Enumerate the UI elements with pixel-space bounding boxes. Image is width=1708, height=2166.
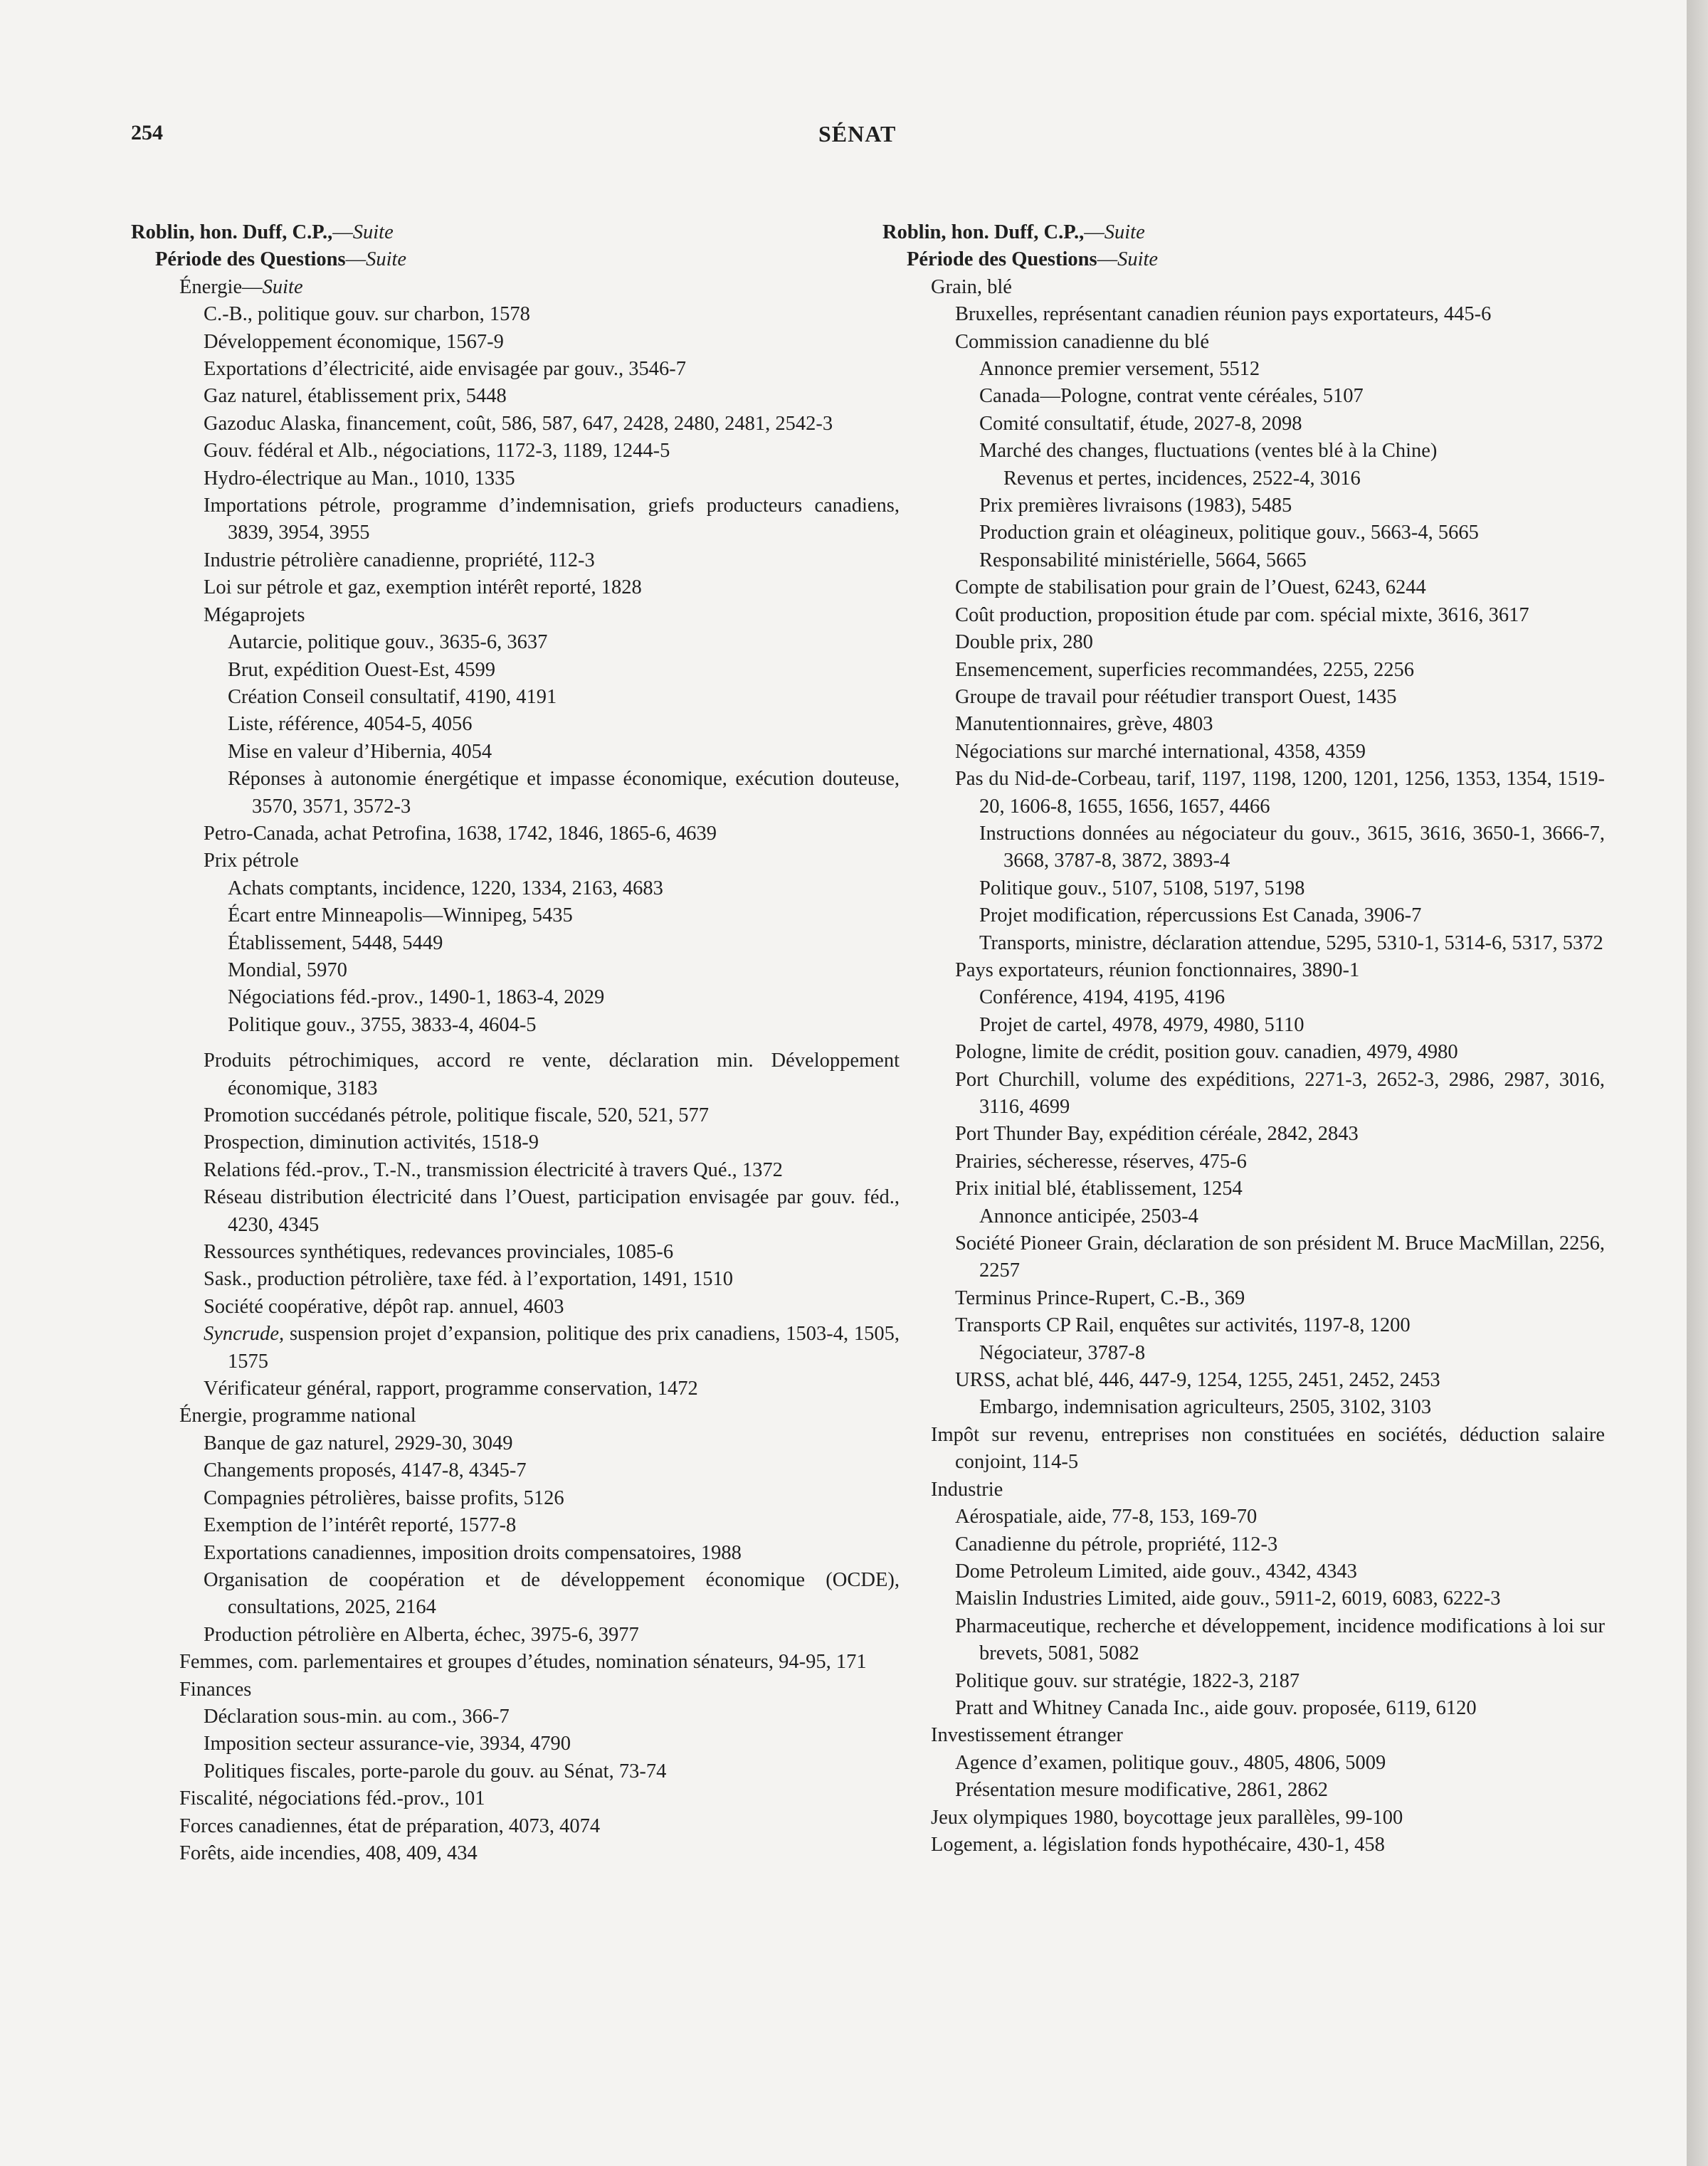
index-entry [882,984,1605,1011]
index-entry-text: Embargo, indemnisation agriculteurs, 2505, 3102, 3103 [979,1396,1432,1419]
index-entry [131,1457,900,1484]
index-entry-text: Importations pétrole, programme d’indemnisation, griefs producteurs canadiens, 3839, 3954, 3955 [204,495,900,544]
index-entry [131,739,900,766]
index-entry [131,1703,900,1731]
index-entry-text: Revenus et pertes, incidences, 2522-4, 3016 [1003,467,1361,490]
index-entry-text: Mégaprojets [204,603,305,626]
index-entry-text: Coût production, proposition étude par com. spécial mixte, 3616, 3617 [955,603,1529,626]
index-entry-text: Déclaration sous-min. au com., 366-7 [204,1705,510,1728]
index-entry-text: Réponses à autonomie énergétique et impasse économique, exécution douteuse, 3570, 3571, 3572-3 [228,768,900,818]
index-entry [131,629,900,656]
index-entry-text: Canada—Pologne, contrat vente céréales, 5107 [979,385,1364,408]
index-entry-text: Exemption de l’intérêt reporté, 1577-8 [204,1514,517,1537]
index-entry-text: Conférence, 4194, 4195, 4196 [979,986,1225,1009]
index-entry-text: Aérospatiale, aide, 77-8, 153, 169-70 [955,1506,1258,1528]
index-column-right [882,219,1605,1859]
index-entry-text: Pharmaceutique, recherche et développement, incidence modifications à loi sur brevets, 5081, 5082 [955,1615,1605,1665]
index-entry [131,1102,900,1129]
index-entry [131,301,900,328]
index-entry-text: Fiscalité, négociations féd.-prov., 101 [179,1787,485,1810]
index-entry [882,246,1605,273]
index-entry-text: Pratt and Whitney Canada Inc., aide gouv. proposée, 6119, 6120 [955,1696,1477,1719]
index-entry [882,519,1605,546]
index-entry-text: Logement, a. législation fonds hypothécaire, 430-1, 458 [931,1833,1385,1856]
index-entry [131,246,900,273]
index-entry [882,1012,1605,1039]
index-entry [882,1695,1605,1722]
index-entry-text: Port Churchill, volume des expéditions, 2271-3, 2652-3, 2986, 2987, 3016, 3116, 4699 [955,1068,1605,1118]
index-entry-text: Hydro-électrique au Man., 1010, 1335 [204,467,515,490]
index-entry [131,984,900,1011]
index-entry-text: Responsabilité ministérielle, 5664, 5665 [979,549,1307,571]
index-entry-text: Projet modification, répercussions Est Canada, 3906-7 [979,904,1422,927]
index-entry [131,1567,900,1622]
index-entry [131,957,900,984]
index-entry-text: Port Thunder Bay, expédition céréale, 2842, 2843 [955,1123,1359,1146]
index-entry-text: Femmes, com. parlementaires et groupes d’études, nomination sénateurs, 94-95, 171 [179,1651,867,1674]
page-edge [1687,0,1708,2166]
index-entry-text: Comité consultatif, étude, 2027-8, 2098 [979,412,1302,435]
index-entry-text: Prix pétrole [204,850,299,872]
index-entry-text: Sask., production pétrolière, taxe féd. à l’exportation, 1491, 1510 [204,1268,733,1291]
index-entry [131,383,900,410]
index-entry-text: Pas du Nid-de-Corbeau, tarif, 1197, 1198, 1200, 1201, 1256, 1353, 1354, 1519-20, 1606-8, 1655, 1656, 1657, 4466 [955,768,1605,818]
index-entry-suite: Suite [1117,248,1159,271]
index-entry-text: Politique gouv., 3755, 3833-4, 4604-5 [228,1013,537,1036]
index-entry-text: Maislin Industries Limited, aide gouv., 5911-2, 6019, 6083, 6222-3 [955,1587,1501,1610]
index-entry-text: Loi sur pétrole et gaz, exemption intérêt reporté, 1828 [204,576,642,599]
index-entry [882,1285,1605,1312]
index-entry [131,1512,900,1539]
index-entry [882,1722,1605,1749]
index-entry [882,1668,1605,1695]
index-entry-text: Politiques fiscales, porte-parole du gouv. au Sénat, 73-74 [204,1760,667,1782]
index-entry-text: Roblin, hon. Duff, C.P., [882,221,1085,243]
index-entry [131,1758,900,1785]
index-entry [882,1312,1605,1339]
index-entry [131,356,900,383]
index-entry-text: Commission canadienne du blé [955,330,1209,353]
index-entry-text: Prix premières livraisons (1983), 5485 [979,495,1292,517]
index-entry [131,657,900,684]
index-entry-text: Canadienne du pétrole, propriété, 112-3 [955,1533,1278,1555]
index-entry [882,1558,1605,1585]
index-entry-text: Vérificateur général, rapport, programme conservation, 1472 [204,1378,698,1400]
index-entry [131,274,900,301]
index-entry [882,1067,1605,1121]
index-entry-text: Grain, blé [931,275,1012,298]
index-entry [882,711,1605,738]
index-entry-italic: Syncrude, [204,1323,285,1346]
index-entry-text: Industrie [931,1478,1003,1501]
index-entry [131,820,900,847]
index-entry-text: Développement économique, 1567-9 [204,330,504,353]
index-entry-text: Mondial, 5970 [228,958,347,981]
index-entry-suite: Suite [262,275,303,298]
index-entry-suite: Suite [1104,221,1145,243]
index-entry [882,766,1605,820]
index-entry [882,301,1605,328]
index-entry [882,1422,1605,1476]
index-entry [131,1785,900,1812]
index-entry-text: Période des Questions [907,248,1097,271]
index-entry-text: Promotion succédanés pétrole, politique fiscale, 520, 521, 577 [204,1104,709,1126]
index-entry [882,820,1605,875]
index-entry-text: Politique gouv. sur stratégie, 1822-3, 2187 [955,1669,1300,1692]
index-entry [131,1321,900,1375]
index-entry-text: Autarcie, politique gouv., 3635-6, 3637 [228,631,548,654]
index-entry-text: Brut, expédition Ouest-Est, 4599 [228,658,495,681]
index-entry [131,1649,900,1676]
index-entry [882,875,1605,902]
index-entry [882,602,1605,629]
index-entry [131,1184,900,1239]
index-entry [882,547,1605,574]
index-entry [882,629,1605,656]
index-entry-text: Réseau distribution électricité dans l’Ouest, participation envisagée par gouv. féd., 4230, 4345 [204,1186,900,1236]
index-entry-text: Jeux olympiques 1980, boycottage jeux parallèles, 99-100 [931,1806,1403,1829]
index-entry [882,1176,1605,1203]
index-entry-suite: Suite [366,248,407,271]
index-entry-text: Ensemencement, superficies recommandées, 2255, 2256 [955,658,1414,681]
index-entry [131,1813,900,1840]
index-entry [131,1239,900,1266]
index-entry [131,1157,900,1184]
index-entry [131,766,900,820]
index-entry [131,1375,900,1402]
index-column-left [131,219,900,1867]
index-entry-text: Compagnies pétrolières, baisse profits, 5126 [204,1486,564,1509]
index-entry-text: Achats comptants, incidence, 1220, 1334, 2163, 4683 [228,877,663,899]
index-entry [882,1367,1605,1394]
index-entry [882,1531,1605,1558]
page-title: SÉNAT [818,121,897,147]
index-entry [131,1676,900,1703]
index-entry-text: Gouv. fédéral et Alb., négociations, 1172-3, 1189, 1244-5 [204,440,670,463]
index-entry-text: Exportations d’électricité, aide envisagée par gouv., 3546-7 [204,358,686,381]
index-entry-text: Présentation mesure modificative, 2861, 2862 [955,1779,1328,1802]
index-entry [882,411,1605,438]
index-entry [882,438,1605,465]
index-entry-text: Manutentionnaires, grève, 4803 [955,713,1213,736]
index-entry-text: Forces canadiennes, état de préparation, 4073, 4074 [179,1814,601,1837]
index-entry-text: Ressources synthétiques, redevances provinciales, 1085-6 [204,1241,674,1264]
index-entry [882,1121,1605,1148]
index-entry-text: Gazoduc Alaska, financement, coût, 586, 587, 647, 2428, 2480, 2481, 2542-3 [204,412,833,435]
index-entry [131,930,900,957]
index-entry-text: Société Pioneer Grain, déclaration de son président M. Bruce MacMillan, 2256, 2257 [955,1232,1605,1282]
index-entry [882,465,1605,492]
index-entry-text: Période des Questions [155,248,346,271]
page-number: 254 [131,121,163,144]
index-entry-text: Compte de stabilisation pour grain de l’Ouest, 6243, 6244 [955,576,1426,599]
index-entry-text: Imposition secteur assurance-vie, 3934, 4790 [204,1733,571,1755]
index-entry-text: Négociations féd.-prov., 1490-1, 1863-4, 2029 [228,986,605,1009]
index-entry [882,1504,1605,1531]
index-entry [882,1777,1605,1804]
index-entry-text: Énergie, programme national [179,1405,416,1427]
index-entry [882,1476,1605,1504]
index-entry [131,411,900,438]
index-entry-text: Agence d’examen, politique gouv., 4805, 4806, 5009 [955,1751,1386,1774]
index-entry [131,875,900,902]
index-entry [131,711,900,738]
index-entry [131,1840,900,1867]
index-entry-text: Banque de gaz naturel, 2929-30, 3049 [204,1432,513,1454]
index-entry-text: Instructions données au négociateur du gouv., 3615, 3616, 3650-1, 3666-7, 3668, 3787-8, 3872, 3893-4 [979,822,1605,872]
index-entry-text: Industrie pétrolière canadienne, propriété, 112-3 [204,549,595,571]
index-entry [131,1430,900,1457]
index-entry [131,1266,900,1293]
index-entry [882,1585,1605,1612]
index-entry-text: Relations féd.-prov., T.-N., transmission électricité à travers Qué., 1372 [204,1158,783,1181]
index-entry [131,602,900,629]
index-entry [131,547,900,574]
index-entry-dash: — [345,248,367,271]
index-entry-text: Production grain et oléagineux, politique gouv., 5663-4, 5665 [979,522,1479,544]
index-entry-text: Exportations canadiennes, imposition droits compensatoires, 1988 [204,1541,742,1564]
index-entry-text: Produits pétrochimiques, accord re vente, déclaration min. Développement économique, 3183 [204,1050,900,1099]
index-entry [882,574,1605,601]
index-entry-text: Gaz naturel, établissement prix, 5448 [204,385,507,408]
index-entry-text: Projet de cartel, 4978, 4979, 4980, 5110 [979,1013,1304,1036]
index-entry-text: Organisation de coopération et de développement économique (OCDE), consultations, 2025, 2164 [204,1568,900,1619]
index-entry-text: Négociations sur marché international, 4358, 4359 [955,740,1366,763]
index-entry-dash: — [1084,221,1105,243]
index-entry [882,492,1605,519]
index-entry-text: Annonce premier versement, 5512 [979,358,1260,381]
index-entry-text: Pologne, limite de crédit, position gouv. canadien, 4979, 4980 [955,1041,1458,1064]
index-entry-text: Impôt sur revenu, entreprises non constituées en sociétés, déduction salaire conjoint, 114-5 [931,1423,1605,1474]
index-entry [131,1540,900,1567]
index-entry [882,657,1605,684]
index-entry-text: Investissement étranger [931,1724,1123,1747]
index-entry-text: Marché des changes, fluctuations (ventes blé à la Chine) [979,440,1438,463]
index-entry-text: Annonce anticipée, 2503-4 [979,1205,1198,1227]
index-entry-dash: — [332,221,353,243]
index-entry-text: Négociateur, 3787-8 [979,1341,1146,1364]
index-entry [882,739,1605,766]
index-entry [882,1340,1605,1367]
index-entry-text: Prospection, diminution activités, 1518-9 [204,1131,539,1154]
index-entry [131,902,900,929]
index-entry [882,274,1605,301]
index-entry-text: Forêts, aide incendies, 408, 409, 434 [179,1842,478,1864]
index-entry-text: Dome Petroleum Limited, aide gouv., 4342, 4343 [955,1560,1357,1583]
index-entry [131,438,900,465]
index-entry [882,329,1605,356]
index-entry-text: C.-B., politique gouv. sur charbon, 1578 [204,303,530,326]
index-entry-text: Énergie [179,275,243,298]
index-entry-text: Création Conseil consultatif, 4190, 4191 [228,685,557,708]
index-entry-text: Transports CP Rail, enquêtes sur activités, 1197-8, 1200 [955,1314,1411,1337]
index-entry [882,1750,1605,1777]
index-entry [131,1402,900,1430]
index-entry [882,1203,1605,1230]
index-entry [882,930,1605,957]
index-entry [131,1731,900,1758]
index-entry-text: Liste, référence, 4054-5, 4056 [228,713,473,736]
index-entry-text: Bruxelles, représentant canadien réunion pays exportateurs, 445-6 [955,303,1492,326]
index-entry [131,574,900,601]
index-entry-text: Prix initial blé, établissement, 1254 [955,1178,1243,1200]
index-entry-text: Prairies, sécheresse, réserves, 475-6 [955,1150,1247,1173]
index-entry [882,957,1605,984]
index-entry [131,1012,900,1039]
index-entry-text: Société coopérative, dépôt rap. annuel, 4603 [204,1295,564,1318]
index-entry-text: Changements proposés, 4147-8, 4345-7 [204,1459,527,1482]
index-entry-text: suspension projet d’expansion, politique des prix canadiens, 1503-4, 1505, 1575 [228,1323,900,1373]
index-entry-text: Double prix, 280 [955,631,1093,654]
index-entry-text: Roblin, hon. Duff, C.P., [131,221,333,243]
index-entry [131,1622,900,1649]
index-entry [882,1805,1605,1832]
index-entry [131,1485,900,1512]
index-entry [131,465,900,492]
index-entry [131,492,900,547]
index-entry [882,902,1605,929]
index-entry-text: Politique gouv., 5107, 5108, 5197, 5198 [979,877,1305,899]
index-entry [882,684,1605,711]
index-entry [131,1294,900,1321]
index-entry-dash: — [242,275,263,298]
index-entry-text: Écart entre Minneapolis—Winnipeg, 5435 [228,904,573,927]
index-entry-text: Mise en valeur d’Hibernia, 4054 [228,740,492,763]
index-entry [131,847,900,875]
index-entry-text: Pays exportateurs, réunion fonctionnaires, 3890-1 [955,958,1360,981]
index-entry-suite: Suite [352,221,394,243]
index-entry-text: Finances [179,1678,252,1701]
index-entry [882,219,1605,246]
index-entry-text: URSS, achat blé, 446, 447-9, 1254, 1255, 2451, 2452, 2453 [955,1369,1440,1392]
index-entry-text: Établissement, 5448, 5449 [228,931,443,954]
index-entry-text: Petro-Canada, achat Petrofina, 1638, 1742, 1846, 1865-6, 4639 [204,822,717,845]
index-entry [882,1394,1605,1421]
index-entry [131,684,900,711]
index-entry [882,383,1605,410]
index-entry-text: Transports, ministre, déclaration attendue, 5295, 5310-1, 5314-6, 5317, 5372 [979,931,1603,954]
index-entry [882,1613,1605,1668]
index-entry [131,1047,900,1102]
index-entry [882,1039,1605,1066]
index-entry [131,329,900,356]
index-entry-text: Terminus Prince-Rupert, C.-B., 369 [955,1287,1245,1309]
index-entry-text: Production pétrolière en Alberta, échec, 3975-6, 3977 [204,1623,639,1646]
index-entry [131,1129,900,1156]
index-entry-dash: — [1097,248,1118,271]
index-entry [882,1230,1605,1285]
index-entry [882,1148,1605,1176]
index-entry [882,1832,1605,1859]
index-entry-text: Groupe de travail pour réétudier transport Ouest, 1435 [955,685,1397,708]
index-entry [882,356,1605,383]
index-entry [131,219,900,246]
